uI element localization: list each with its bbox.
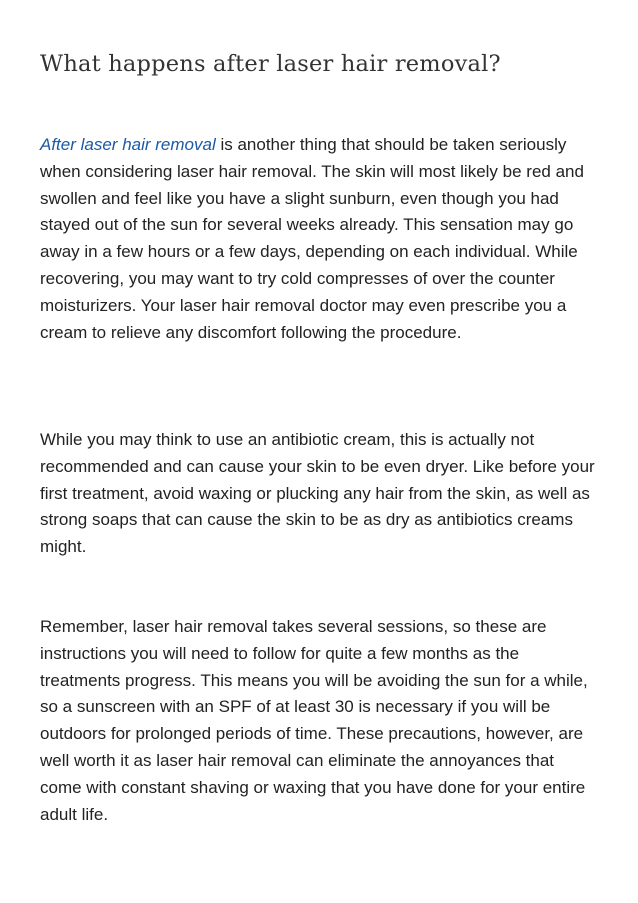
paragraph-2: While you may think to use an antibiotic cream, this is actually not recommended and can cause your skin to be even dryer. Like before your first treatment, avoid waxing or plucking any hair from the skin, as well as strong soaps that can cause the skin to be as dry as antibiotics creams might. — [40, 430, 595, 557]
after-laser-hair-removal-link[interactable]: After laser hair removal — [40, 135, 216, 154]
paragraph-1-text: is another thing that should be taken seriously when considering laser hair removal. The skin will most likely be red and swollen and feel like you have a slight sunburn, even though you had stayed out of the sun for several weeks already. This sensation may go away in a few hours or a few days, depending on each individual. While recovering, you may want to try cold compresses of over the counter moisturizers. Your laser hair removal doctor may even prescribe you a cream to relieve any discomfort following the procedure. — [40, 135, 584, 342]
paragraph-1 — [40, 132, 600, 346]
paragraph-3: Remember, laser hair removal takes several sessions, so these are instructions you will need to follow for quite a few months as the treatments progress. This means you will be avoiding the sun for a while, so a sunscreen with an SPF of at least 30 is necessary if you will be outdoors for prolonged periods of time. These precautions, however, are well worth it as laser hair removal can eliminate the annoyances that come with constant shaving or waxing that you have done for your entire adult life. — [40, 617, 588, 824]
page-title: What happens after laser hair removal? — [40, 51, 501, 77]
